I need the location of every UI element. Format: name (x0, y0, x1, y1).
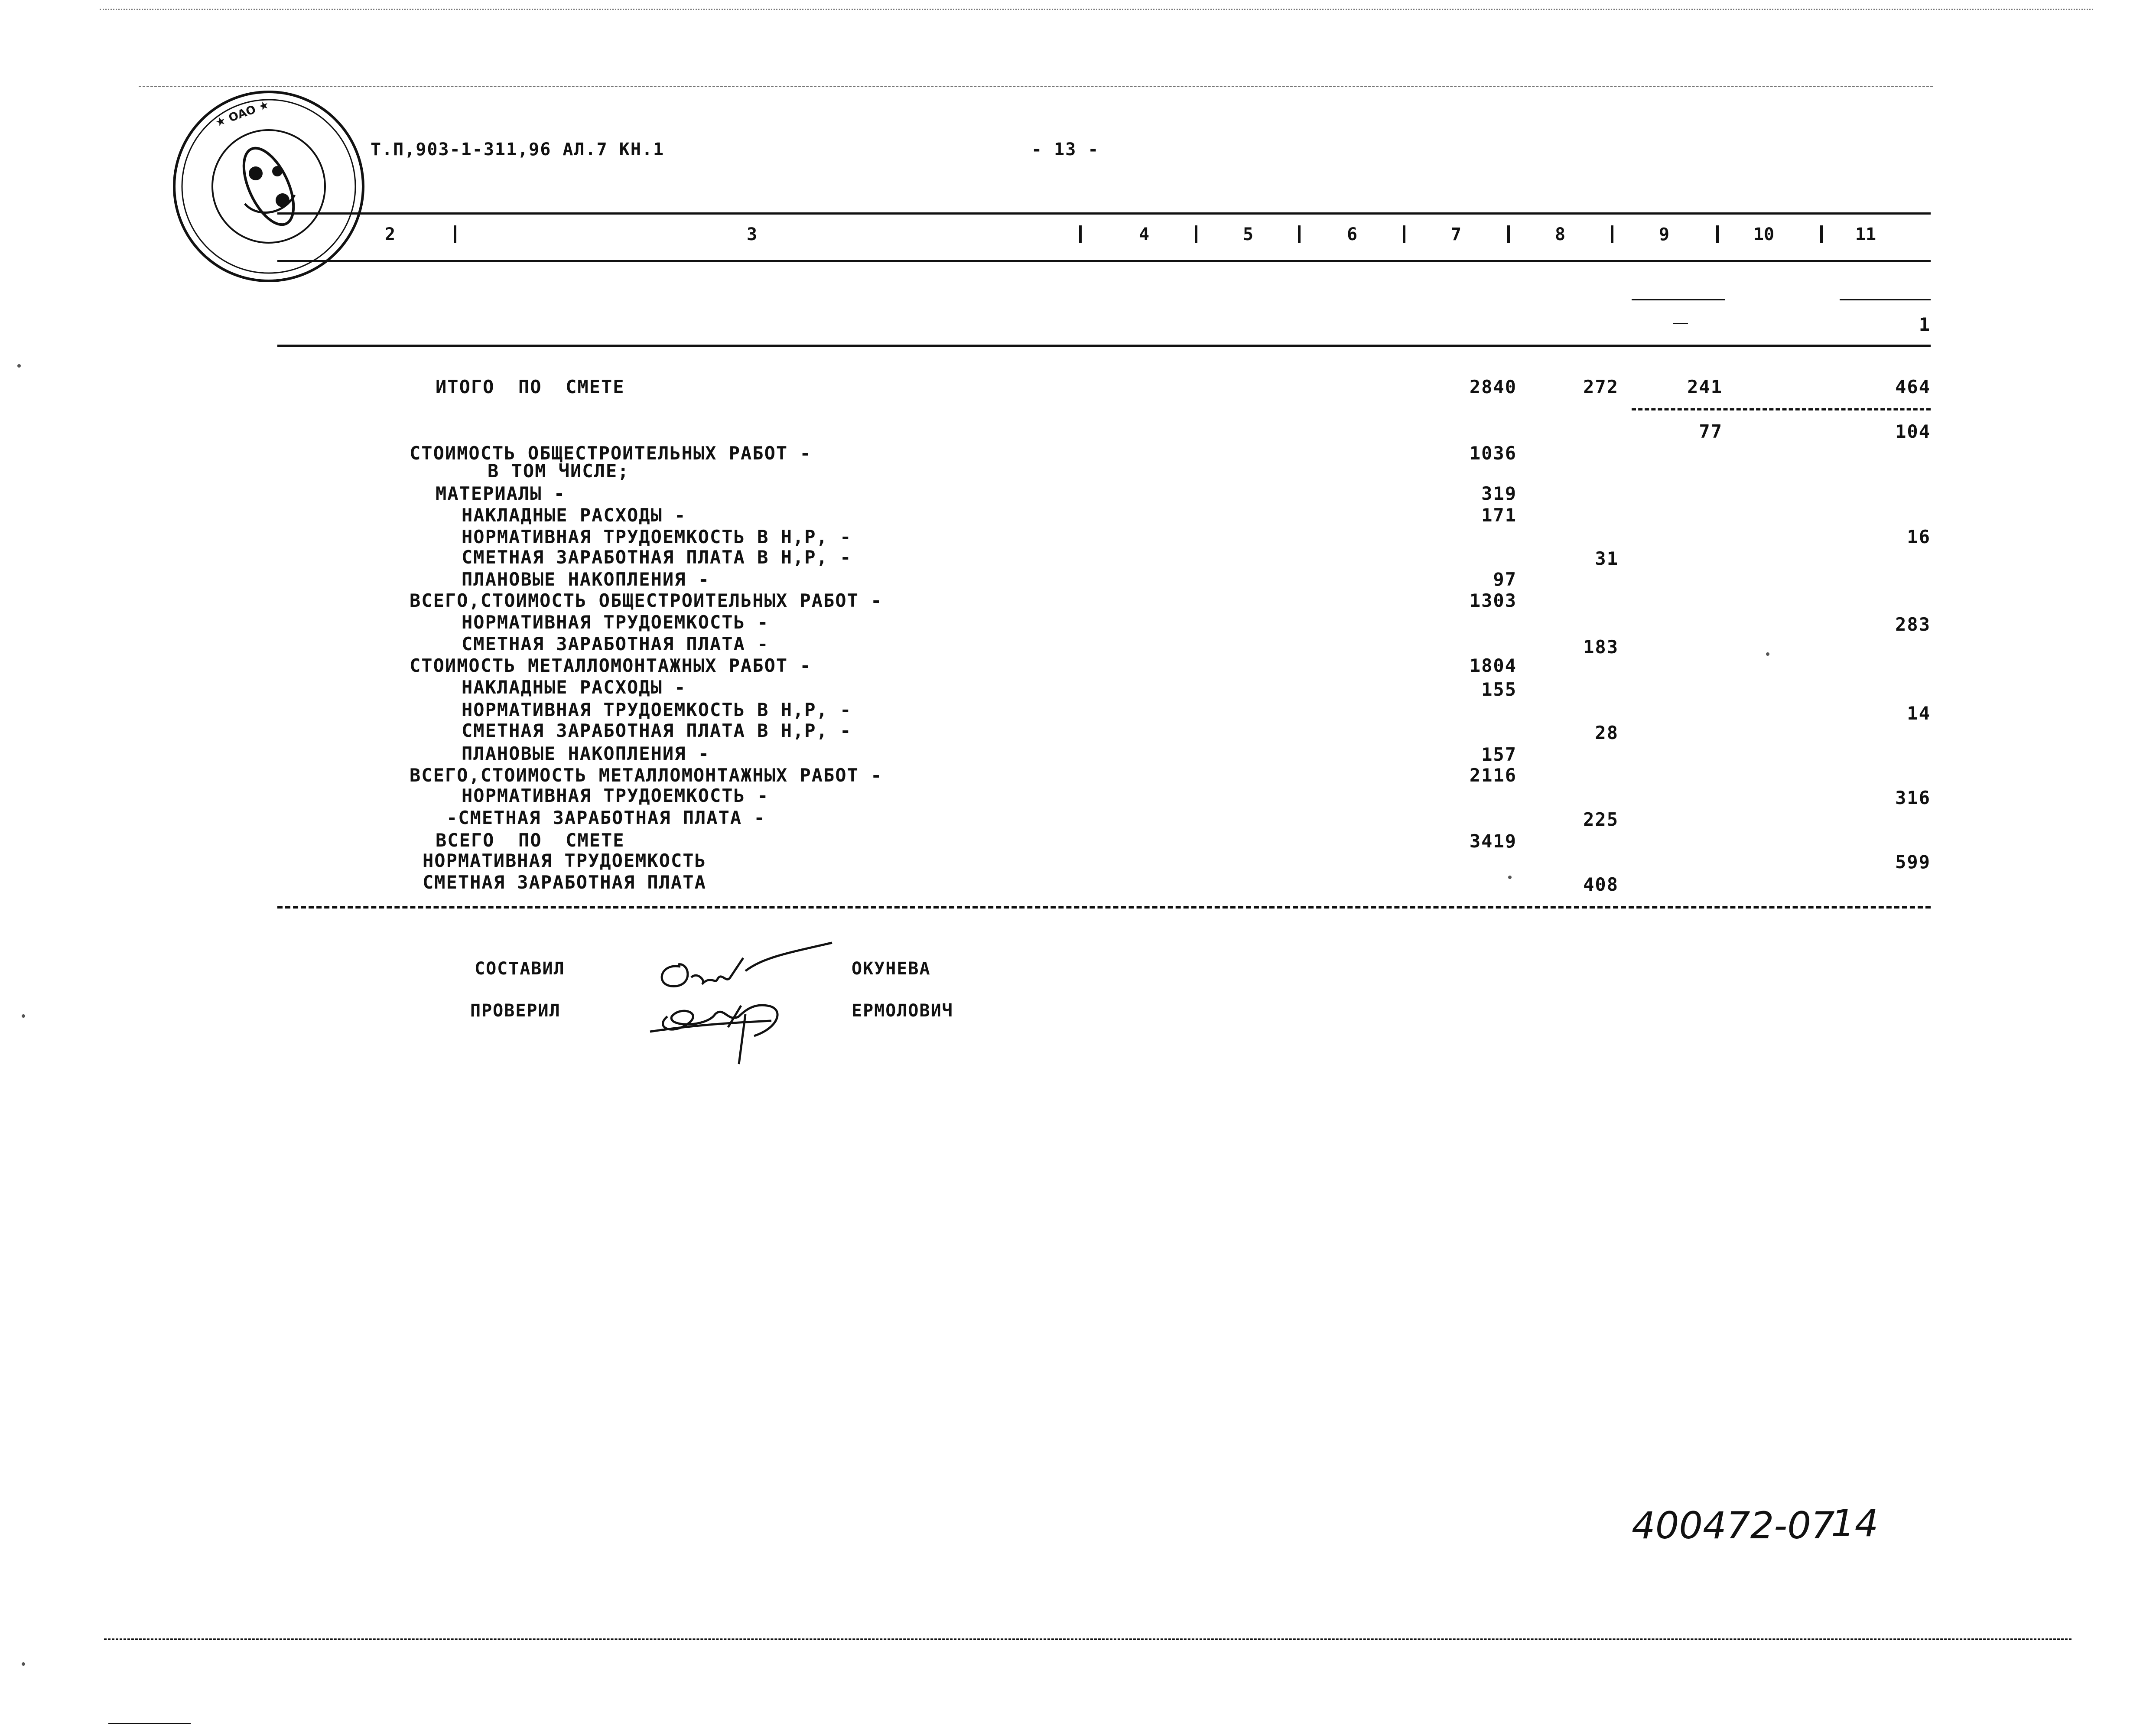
row-label: СМЕТНАЯ ЗАРАБОТНАЯ ПЛАТА В Н,Р, - (462, 547, 852, 568)
column-separator (1611, 225, 1613, 243)
archive-page-number: 14 (1831, 1502, 1879, 1545)
header-rule-top (277, 212, 1931, 215)
cell-col11: 464 (1895, 376, 1931, 397)
row-label: -СМЕТНАЯ ЗАРАБОТНАЯ ПЛАТА - (446, 807, 766, 828)
row-label: ВСЕГО ПО СМЕТЕ (436, 830, 625, 851)
cell-col9: 77 (1699, 421, 1723, 442)
cell-col7: 319 (1481, 483, 1517, 504)
row-label: СТОИМОСТЬ ОБЩЕСТРОИТЕЛЬНЫХ РАБОТ - (410, 443, 812, 464)
document-code: Т.П,903-1-311,96 АЛ.7 КН.1 (371, 140, 665, 160)
cell-col8: 272 (1583, 376, 1619, 397)
row-label: НОРМАТИВНАЯ ТРУДОЕМКОСТЬ В Н,Р, - (462, 699, 852, 720)
column-separator (1079, 225, 1082, 243)
row-label: ИТОГО ПО СМЕТЕ (436, 376, 625, 397)
column-number: 5 (1242, 225, 1254, 244)
cell-col7: 171 (1481, 505, 1517, 526)
row-label: НАКЛАДНЫЕ РАСХОДЫ - (462, 505, 686, 526)
column-number: 10 (1753, 225, 1775, 244)
scan-speck (17, 364, 21, 368)
cell-col11: 16 (1907, 526, 1931, 547)
scan-speck (1766, 652, 1769, 656)
column-separator (1507, 225, 1510, 243)
column-number: 2 (384, 225, 396, 244)
cell-col8: 183 (1583, 636, 1619, 658)
page-marker: - 13 - (1031, 140, 1099, 160)
row-label: СМЕТНАЯ ЗАРАБОТНАЯ ПЛАТА (423, 872, 706, 893)
cell-col9: 241 (1687, 376, 1723, 397)
scan-speck (22, 1662, 25, 1666)
cell-col7: 1804 (1469, 655, 1517, 676)
compiled-by-label: СОСТАВИЛ (475, 959, 565, 979)
cell-col8: 408 (1583, 874, 1619, 895)
column-number: 6 (1346, 225, 1358, 244)
cell-col7: 157 (1481, 744, 1517, 765)
scan-line (104, 1638, 2071, 1640)
column-number: 7 (1450, 225, 1462, 244)
row-label: МАТЕРИАЛЫ - (436, 483, 566, 504)
column-separator (1298, 225, 1301, 243)
column-number: 4 (1138, 225, 1150, 244)
row-label: СМЕТНАЯ ЗАРАБОТНАЯ ПЛАТА - (462, 633, 769, 655)
cell-col7: 2840 (1469, 376, 1517, 397)
row-label: ПЛАНОВЫЕ НАКОПЛЕНИЯ - (462, 569, 710, 590)
column-number: 3 (746, 225, 758, 244)
checked-by-label: ПРОВЕРИЛ (470, 1001, 561, 1021)
column-separator (1195, 225, 1197, 243)
scan-line (100, 9, 2093, 10)
row-label: НАКЛАДНЫЕ РАСХОДЫ - (462, 677, 686, 698)
row-label: В ТОМ ЧИСЛЕ; (488, 460, 630, 482)
cell-col11: 14 (1907, 703, 1931, 724)
row-label: ПЛАНОВЫЕ НАКОПЛЕНИЯ - (462, 743, 710, 764)
compiled-by-name: ОКУНЕВА (852, 959, 931, 979)
column-number: 9 (1658, 225, 1670, 244)
cell-col7: 97 (1493, 569, 1517, 590)
column-separator (1403, 225, 1405, 243)
scan-speck (22, 1014, 25, 1018)
cell-col7: 3419 (1469, 830, 1517, 852)
cell-col8: 225 (1583, 809, 1619, 830)
scan-speck (1508, 876, 1512, 879)
column-separator (1820, 225, 1823, 243)
svg-text:★ ОАО ★: ★ ОАО ★ (214, 98, 271, 130)
archive-code: 400472-07 (1632, 1504, 1835, 1547)
sub-rule (1673, 323, 1688, 324)
row-label: СМЕТНАЯ ЗАРАБОТНАЯ ПЛАТА В Н,Р, - (462, 720, 852, 741)
scan-line (139, 86, 1933, 87)
column-separator (454, 225, 456, 243)
table-body-top-rule (277, 345, 1931, 347)
handwritten-signatures (641, 941, 841, 1071)
column-number: 11 (1855, 225, 1876, 244)
row-label: НОРМАТИВНАЯ ТРУДОЕМКОСТЬ - (462, 612, 769, 633)
row-label: ВСЕГО,СТОИМОСТЬ МЕТАЛЛОМОНТАЖНЫХ РАБОТ - (410, 765, 883, 786)
row-label: СТОИМОСТЬ МЕТАЛЛОМОНТАЖНЫХ РАБОТ - (410, 655, 812, 676)
table-bottom-rule (277, 906, 1931, 909)
cell-col8: 31 (1595, 548, 1619, 569)
scan-line (108, 1723, 191, 1724)
cell-col11: 283 (1895, 614, 1931, 635)
cell-col7: 2116 (1469, 765, 1517, 786)
checked-by-name: ЕРМОЛОВИЧ (852, 1001, 953, 1021)
column-number: 8 (1554, 225, 1566, 244)
subtotal-rule (1632, 408, 1931, 410)
cell-col8: 28 (1595, 722, 1619, 743)
cell-col7: 1303 (1469, 590, 1517, 611)
cell-col11: 104 (1895, 421, 1931, 442)
sub-rule (1840, 299, 1931, 300)
row-label: НОРМАТИВНАЯ ТРУДОЕМКОСТЬ - (462, 785, 769, 806)
row-label: НОРМАТИВНАЯ ТРУДОЕМКОСТЬ (423, 850, 706, 871)
row-label: ВСЕГО,СТОИМОСТЬ ОБЩЕСТРОИТЕЛЬНЫХ РАБОТ - (410, 590, 883, 611)
row-label: НОРМАТИВНАЯ ТРУДОЕМКОСТЬ В Н,Р, - (462, 526, 852, 547)
header-rule-bottom (277, 260, 1931, 262)
header-value: 1 (1919, 314, 1931, 335)
column-separator (1716, 225, 1719, 243)
cell-col11: 316 (1895, 787, 1931, 808)
cell-col11: 599 (1895, 851, 1931, 873)
sub-rule (1632, 299, 1725, 300)
cell-col7: 1036 (1469, 443, 1517, 464)
cell-col7: 155 (1481, 679, 1517, 700)
organization-stamp (169, 87, 368, 286)
